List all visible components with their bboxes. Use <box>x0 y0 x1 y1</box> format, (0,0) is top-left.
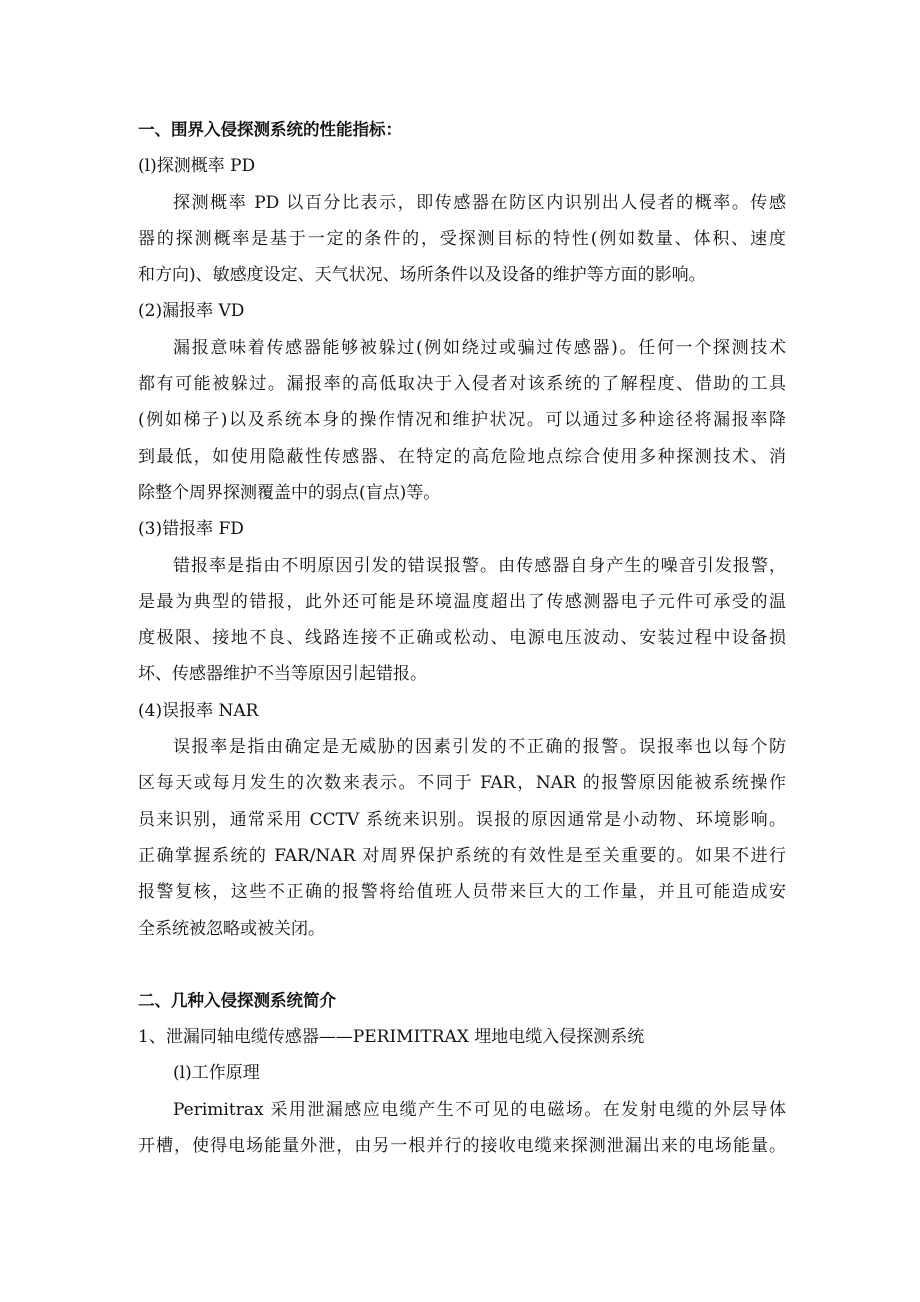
item4-line6: 全系统被忽略或被关闭。 <box>138 918 325 939</box>
item3-line2: 是最为典型的错报，此外还可能是环境温度超出了传感测器电子元件可承受的温 <box>138 591 786 612</box>
item2-line2: 都有可能被躲过。漏报率的高低取决于入侵者对该系统的了解程度、借助的工具 <box>138 374 786 395</box>
item2-line4: 到最低，如使用隐蔽性传感器、在特定的高危险地点综合使用多种探测技术、消 <box>138 446 786 467</box>
item2-line1: 漏报意味着传感器能够被躲过(例如绕过或骗过传感器)。任何一个探测技术 <box>173 337 786 358</box>
item4-heading: (4)误报率 NAR <box>138 700 259 721</box>
item1-line2: 器的探测概率是基于一定的条件的，受探测目标的特性(例如数量、体积、速度 <box>138 228 786 249</box>
section1-title: 一、围界入侵探测系统的性能指标： <box>138 120 402 139</box>
item2-line5: 除整个周界探测覆盖中的弱点(盲点)等。 <box>138 482 441 503</box>
item3-line3: 度极限、接地不良、线路连接不正确或松动、电源电压波动、安装过程中设备损 <box>138 628 786 649</box>
item4-line2: 区每天或每月发生的次数来表示。不同于 FAR，NAR 的报警原因能被系统操作 <box>138 773 786 794</box>
item2-heading: (2)漏报率 VD <box>138 301 245 322</box>
section-gap <box>138 947 786 983</box>
section2-subtitle: 1、泄漏同轴电缆传感器——PERIMITRAX 埋地电缆入侵探测系统 <box>138 1027 645 1048</box>
item3-heading: (3)错报率 FD <box>138 519 244 540</box>
document-page <box>138 112 786 1164</box>
item3-line1: 错报率是指由不明原因引发的错误报警。由传感器自身产生的噪音引发报警， <box>173 555 786 576</box>
section2-line1: Perimitrax 采用泄漏感应电缆产生不可见的电磁场。在发射电缆的外层导体 <box>173 1099 786 1120</box>
item4-line5: 报警复核，这些不正确的报警将给值班人员带来巨大的工作量，并且可能造成安 <box>138 882 786 903</box>
section2-subheading: (l)工作原理 <box>173 1063 260 1084</box>
section2-line2: 开槽，使得电场能量外泄，由另一根并行的接收电缆来探测泄漏出来的电场能量。 <box>138 1136 786 1157</box>
item3-line4: 坏、传感器维护不当等原因引起错报。 <box>138 664 427 685</box>
item1-line3: 和方向)、敏感度设定、天气状况、场所条件以及设备的维护等方面的影响。 <box>138 265 706 286</box>
item4-line4: 正确掌握系统的 FAR/NAR 对周界保护系统的有效性是至关重要的。如果不进行 <box>138 845 786 866</box>
item1-heading: (l)探测概率 PD <box>138 156 256 177</box>
item4-line3: 员来识别，通常采用 CCTV 系统来识别。误报的原因通常是小动物、环境影响。 <box>138 809 786 830</box>
item1-line1: 探测概率 PD 以百分比表示，即传感器在防区内识别出人侵者的概率。传感 <box>173 192 786 213</box>
item4-line1: 误报率是指由确定是无威胁的因素引发的不正确的报警。误报率也以每个防 <box>173 737 786 758</box>
section2-title: 二、几种入侵探测系统简介 <box>138 990 336 1010</box>
item2-line3: (例如梯子)以及系统本身的操作情况和维护状况。可以通过多种途径将漏报率降 <box>138 410 786 431</box>
